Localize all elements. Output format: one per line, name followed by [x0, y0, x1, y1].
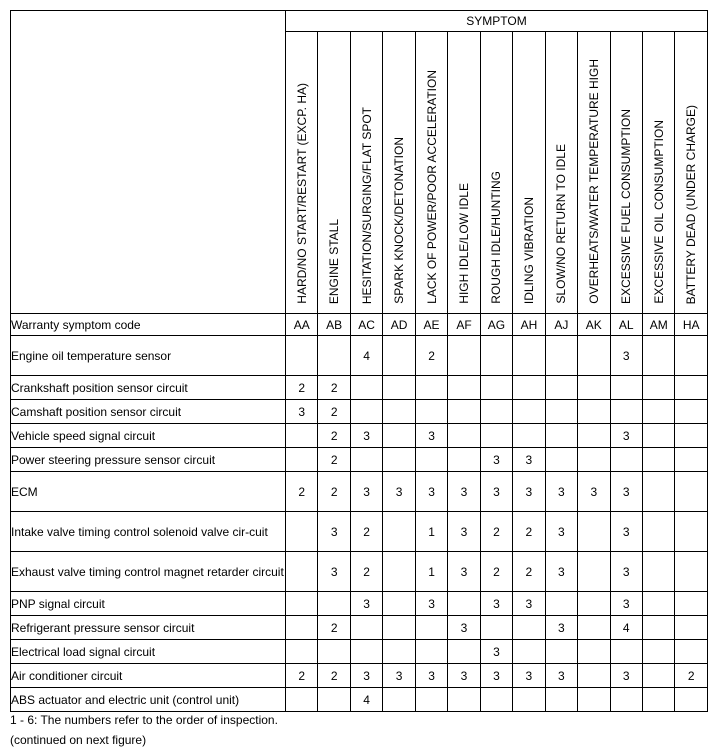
inspection-order-cell: 3 — [318, 552, 350, 592]
inspection-order-cell: 3 — [318, 512, 350, 552]
row-label: Electrical load signal circuit — [11, 640, 286, 664]
inspection-order-cell — [383, 400, 415, 424]
inspection-order-cell — [578, 336, 610, 376]
inspection-order-cell — [480, 688, 512, 712]
warranty-code-cell: AE — [415, 314, 447, 336]
inspection-order-cell — [642, 664, 674, 688]
inspection-order-cell — [286, 448, 318, 472]
inspection-order-cell — [383, 640, 415, 664]
inspection-order-cell — [383, 336, 415, 376]
table-row — [11, 424, 708, 448]
row-label: Air conditioner circuit — [11, 664, 286, 688]
inspection-order-cell — [383, 424, 415, 448]
warranty-code-cell: AG — [480, 314, 512, 336]
inspection-order-cell — [286, 424, 318, 448]
inspection-order-cell — [610, 640, 642, 664]
inspection-order-cell — [545, 424, 577, 448]
inspection-order-cell: 3 — [286, 400, 318, 424]
warranty-code-cell: AJ — [545, 314, 577, 336]
inspection-order-cell — [578, 424, 610, 448]
warranty-code-cell: AB — [318, 314, 350, 336]
inspection-order-cell — [675, 688, 708, 712]
inspection-order-cell: 3 — [513, 592, 545, 616]
inspection-order-cell — [675, 376, 708, 400]
inspection-order-cell: 2 — [318, 376, 350, 400]
inspection-order-cell: 3 — [415, 472, 447, 512]
table-row — [11, 688, 708, 712]
column-header-ag — [480, 32, 512, 314]
inspection-order-cell — [675, 552, 708, 592]
table-body — [11, 314, 708, 712]
column-header-label: EXCESSIVE FUEL CONSUMPTION — [619, 109, 634, 304]
inspection-order-cell: 3 — [513, 472, 545, 512]
inspection-order-cell — [513, 336, 545, 376]
inspection-order-cell — [383, 512, 415, 552]
warranty-code-cell: AK — [578, 314, 610, 336]
inspection-order-cell — [286, 592, 318, 616]
inspection-order-cell — [286, 640, 318, 664]
inspection-order-cell — [383, 688, 415, 712]
row-label: Vehicle speed signal circuit — [11, 424, 286, 448]
inspection-order-cell — [448, 448, 480, 472]
column-header-label: SPARK KNOCK/DETONATION — [392, 137, 407, 304]
inspection-order-cell — [545, 400, 577, 424]
inspection-order-cell — [513, 376, 545, 400]
table-row — [11, 336, 708, 376]
inspection-order-cell: 2 — [318, 472, 350, 512]
inspection-order-cell — [448, 424, 480, 448]
warranty-code-cell: AL — [610, 314, 642, 336]
inspection-order-cell: 3 — [480, 472, 512, 512]
inspection-order-cell — [675, 400, 708, 424]
inspection-order-cell: 3 — [578, 472, 610, 512]
inspection-order-cell: 4 — [350, 336, 382, 376]
inspection-order-cell — [642, 552, 674, 592]
column-header-af — [448, 32, 480, 314]
inspection-order-cell — [480, 616, 512, 640]
inspection-order-cell: 3 — [610, 336, 642, 376]
inspection-order-cell — [480, 376, 512, 400]
inspection-order-cell — [642, 592, 674, 616]
inspection-order-cell: 3 — [448, 472, 480, 512]
inspection-order-cell: 2 — [286, 472, 318, 512]
symptom-table — [10, 10, 708, 712]
inspection-order-cell: 3 — [415, 424, 447, 448]
inspection-order-cell — [642, 616, 674, 640]
inspection-order-cell: 3 — [480, 640, 512, 664]
inspection-order-cell — [578, 616, 610, 640]
warranty-code-cell: AM — [642, 314, 674, 336]
inspection-order-cell — [350, 400, 382, 424]
inspection-order-cell — [513, 640, 545, 664]
inspection-order-cell: 3 — [545, 664, 577, 688]
inspection-order-cell: 2 — [318, 664, 350, 688]
inspection-order-cell — [642, 424, 674, 448]
row-label: Power steering pressure sensor circuit — [11, 448, 286, 472]
inspection-order-cell: 2 — [286, 376, 318, 400]
row-label: ECM — [11, 472, 286, 512]
table-row — [11, 552, 708, 592]
warranty-code-row — [11, 314, 708, 336]
table-row — [11, 512, 708, 552]
warranty-code-cell: AD — [383, 314, 415, 336]
inspection-order-cell — [415, 688, 447, 712]
inspection-order-cell: 3 — [350, 424, 382, 448]
column-header-label: ENGINE STALL — [327, 218, 342, 304]
column-header-label: HARD/NO START/RESTART (EXCP. HA) — [294, 83, 309, 304]
inspection-order-cell — [578, 512, 610, 552]
inspection-order-cell — [448, 400, 480, 424]
warranty-code-cell: AC — [350, 314, 382, 336]
inspection-order-cell: 3 — [480, 592, 512, 616]
row-label: Engine oil temperature sensor — [11, 336, 286, 376]
column-header-label: EXCESSIVE OIL CONSUMPTION — [651, 120, 666, 304]
inspection-order-cell: 2 — [675, 664, 708, 688]
inspection-order-cell — [513, 616, 545, 640]
inspection-order-cell: 3 — [383, 472, 415, 512]
inspection-order-cell: 4 — [350, 688, 382, 712]
inspection-order-cell — [642, 512, 674, 552]
inspection-order-cell: 3 — [545, 512, 577, 552]
column-header-ac — [350, 32, 382, 314]
column-header-label: IDLING VIBRATION — [521, 196, 536, 304]
inspection-order-cell — [545, 336, 577, 376]
inspection-order-cell — [578, 552, 610, 592]
inspection-order-cell — [675, 616, 708, 640]
warranty-code-label: Warranty symptom code — [11, 314, 286, 336]
inspection-order-cell: 3 — [415, 664, 447, 688]
inspection-order-cell: 3 — [383, 664, 415, 688]
inspection-order-cell — [578, 592, 610, 616]
table-row — [11, 616, 708, 640]
inspection-order-cell: 3 — [610, 664, 642, 688]
inspection-order-cell: 3 — [610, 552, 642, 592]
inspection-order-cell — [578, 640, 610, 664]
inspection-order-cell — [286, 616, 318, 640]
column-header-al — [610, 32, 642, 314]
inspection-order-cell — [642, 640, 674, 664]
inspection-order-cell: 3 — [480, 448, 512, 472]
note-continued: (continued on next figure) — [10, 733, 147, 747]
inspection-order-cell: 2 — [318, 400, 350, 424]
inspection-order-cell — [578, 664, 610, 688]
inspection-order-cell — [415, 376, 447, 400]
inspection-order-cell — [448, 336, 480, 376]
row-label: Intake valve timing control solenoid valve cir-cuit — [11, 512, 286, 552]
inspection-order-cell — [675, 448, 708, 472]
inspection-order-cell: 2 — [513, 512, 545, 552]
inspection-order-cell: 3 — [610, 472, 642, 512]
inspection-order-cell — [350, 640, 382, 664]
table-row — [11, 640, 708, 664]
inspection-order-cell — [545, 688, 577, 712]
inspection-order-cell — [578, 376, 610, 400]
inspection-order-cell — [513, 400, 545, 424]
column-header-label: OVERHEATS/WATER TEMPERATURE HIGH — [586, 59, 601, 304]
inspection-order-cell — [286, 336, 318, 376]
inspection-order-cell — [318, 640, 350, 664]
inspection-order-cell — [545, 592, 577, 616]
column-header-aj — [545, 32, 577, 314]
column-header-aa — [286, 32, 318, 314]
inspection-order-cell: 3 — [448, 512, 480, 552]
inspection-order-cell — [480, 336, 512, 376]
row-label: Exhaust valve timing control magnet retarder circuit — [11, 552, 286, 592]
column-header-label: LACK OF POWER/POOR ACCELERATION — [424, 70, 439, 304]
inspection-order-cell — [642, 336, 674, 376]
inspection-order-cell — [350, 376, 382, 400]
row-label: PNP signal circuit — [11, 592, 286, 616]
inspection-order-cell — [675, 640, 708, 664]
inspection-order-cell: 3 — [513, 448, 545, 472]
column-header-label: HESITATION/SURGING/FLAT SPOT — [359, 106, 374, 304]
note-inspection-order: 1 - 6: The numbers refer to the order of inspection. — [10, 713, 278, 727]
row-label: ABS actuator and electric unit (control unit) — [11, 688, 286, 712]
column-header-ae — [415, 32, 447, 314]
inspection-order-cell: 3 — [350, 664, 382, 688]
column-header-ak — [578, 32, 610, 314]
inspection-order-cell: 3 — [448, 664, 480, 688]
inspection-order-cell: 2 — [480, 552, 512, 592]
inspection-order-cell — [480, 424, 512, 448]
inspection-order-cell — [318, 688, 350, 712]
inspection-order-cell — [513, 688, 545, 712]
inspection-order-cell — [545, 448, 577, 472]
inspection-order-cell — [642, 376, 674, 400]
inspection-order-cell: 2 — [415, 336, 447, 376]
inspection-order-cell — [675, 424, 708, 448]
inspection-order-cell — [383, 448, 415, 472]
inspection-order-cell: 3 — [480, 664, 512, 688]
inspection-order-cell: 3 — [350, 472, 382, 512]
inspection-order-cell: 2 — [286, 664, 318, 688]
inspection-order-cell — [675, 592, 708, 616]
inspection-order-cell: 2 — [318, 448, 350, 472]
inspection-order-cell — [642, 688, 674, 712]
inspection-order-cell: 3 — [350, 592, 382, 616]
inspection-order-cell: 3 — [610, 592, 642, 616]
column-header-label: ROUGH IDLE/HUNTING — [489, 171, 504, 304]
column-header-label: SLOW/NO RETURN TO IDLE — [554, 144, 569, 304]
table-row — [11, 400, 708, 424]
symptom-header-row — [11, 11, 708, 32]
inspection-order-cell — [675, 512, 708, 552]
inspection-order-cell: 3 — [448, 552, 480, 592]
inspection-order-cell — [318, 336, 350, 376]
inspection-order-cell — [383, 552, 415, 592]
inspection-order-cell — [578, 448, 610, 472]
inspection-order-cell — [448, 592, 480, 616]
inspection-order-cell — [448, 376, 480, 400]
inspection-order-cell — [286, 552, 318, 592]
warranty-code-cell: AF — [448, 314, 480, 336]
inspection-order-cell — [415, 400, 447, 424]
column-header-label: HIGH IDLE/LOW IDLE — [456, 183, 471, 304]
inspection-order-cell: 2 — [350, 512, 382, 552]
inspection-order-cell: 2 — [513, 552, 545, 592]
inspection-order-cell — [415, 640, 447, 664]
column-header-ab — [318, 32, 350, 314]
inspection-order-cell — [545, 376, 577, 400]
inspection-order-cell — [415, 616, 447, 640]
inspection-order-cell — [513, 424, 545, 448]
inspection-order-cell: 3 — [448, 616, 480, 640]
column-header-am — [642, 32, 674, 314]
table-row — [11, 664, 708, 688]
inspection-order-cell — [545, 640, 577, 664]
notes — [10, 710, 278, 750]
row-label: Refrigerant pressure sensor circuit — [11, 616, 286, 640]
warranty-code-cell: HA — [675, 314, 708, 336]
inspection-order-cell — [610, 376, 642, 400]
column-header-label: BATTERY DEAD (UNDER CHARGE) — [684, 104, 699, 304]
inspection-order-cell: 1 — [415, 552, 447, 592]
inspection-order-cell — [675, 472, 708, 512]
inspection-order-cell: 3 — [545, 616, 577, 640]
inspection-order-cell — [383, 376, 415, 400]
table-row — [11, 472, 708, 512]
inspection-order-cell — [415, 448, 447, 472]
warranty-code-cell: AA — [286, 314, 318, 336]
inspection-order-cell — [350, 448, 382, 472]
inspection-order-cell — [675, 336, 708, 376]
inspection-order-cell — [383, 592, 415, 616]
corner-cell — [11, 11, 286, 314]
inspection-order-cell: 3 — [610, 512, 642, 552]
inspection-order-cell: 1 — [415, 512, 447, 552]
inspection-order-cell — [610, 400, 642, 424]
inspection-order-cell — [286, 512, 318, 552]
table-row — [11, 376, 708, 400]
column-header-ad — [383, 32, 415, 314]
inspection-order-cell: 4 — [610, 616, 642, 640]
inspection-order-cell — [286, 688, 318, 712]
column-header-ha — [675, 32, 708, 314]
inspection-order-cell — [642, 472, 674, 512]
symptom-header: SYMPTOM — [286, 11, 708, 32]
row-label: Crankshaft position sensor circuit — [11, 376, 286, 400]
inspection-order-cell: 2 — [318, 424, 350, 448]
inspection-order-cell — [448, 688, 480, 712]
inspection-order-cell — [383, 616, 415, 640]
inspection-order-cell — [642, 400, 674, 424]
inspection-order-cell — [350, 616, 382, 640]
warranty-code-cell: AH — [513, 314, 545, 336]
inspection-order-cell — [642, 448, 674, 472]
inspection-order-cell — [578, 688, 610, 712]
inspection-order-cell — [610, 448, 642, 472]
inspection-order-cell: 3 — [545, 472, 577, 512]
table-row — [11, 592, 708, 616]
column-header-ah — [513, 32, 545, 314]
inspection-order-cell: 3 — [610, 424, 642, 448]
inspection-order-cell: 2 — [350, 552, 382, 592]
inspection-order-cell: 3 — [513, 664, 545, 688]
inspection-order-cell — [480, 400, 512, 424]
inspection-order-cell — [578, 400, 610, 424]
inspection-order-cell: 2 — [318, 616, 350, 640]
inspection-order-cell — [610, 688, 642, 712]
inspection-order-cell — [318, 592, 350, 616]
inspection-order-cell: 2 — [480, 512, 512, 552]
inspection-order-cell: 3 — [545, 552, 577, 592]
inspection-order-cell: 3 — [415, 592, 447, 616]
table-row — [11, 448, 708, 472]
row-label: Camshaft position sensor circuit — [11, 400, 286, 424]
inspection-order-cell — [448, 640, 480, 664]
